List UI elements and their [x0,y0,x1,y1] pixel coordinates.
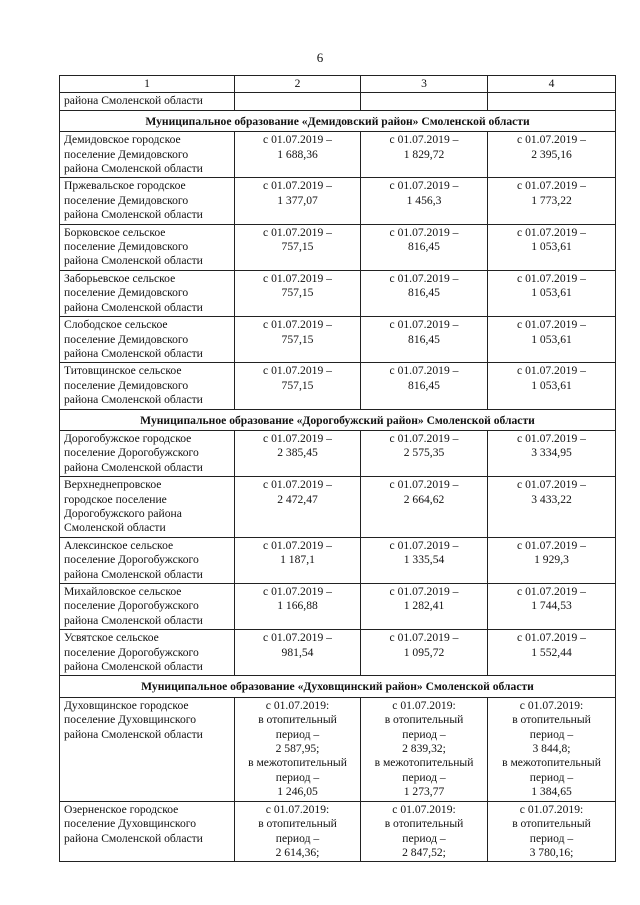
tariff-col-2-line: 757,15 [281,240,314,254]
settlement-name-line: района Смоленской области [64,208,203,222]
tariff-col-4-line: с 01.07.2019 – [517,179,586,193]
tariff-col-4-line: 1 053,61 [531,286,572,300]
settlement-name-line: городское поселение [64,492,167,506]
tariff-col-4-line: с 01.07.2019 – [517,631,586,645]
tariff-col-2-line: с 01.07.2019 – [263,225,332,239]
settlement-name-line: района Смоленской области [64,393,203,407]
settlement-name-line: района Смоленской области [64,300,203,314]
settlement-name-line: Михайловское сельское [64,585,182,598]
settlement-name-line: поселение Духовщинского [64,817,197,831]
settlement-name-line: Слободское сельское [64,318,168,332]
tariff-col-2-line: 1 166,88 [277,599,318,613]
tariff-col-3-line: 1 273,77 [403,785,445,799]
settlement-name-line: поселение Дорогобужского [64,446,199,460]
tariff-col-4 [488,224,616,270]
tariff-col-4 [488,270,616,316]
tariff-col-4-line: в межотопительный [502,756,601,770]
settlement-name [60,584,235,630]
tariff-col-4-line: 3 334,95 [531,446,572,460]
section-title: Муниципальное образование «Демидовский район» Смоленской области [60,110,616,131]
tariff-col-4-line: с 01.07.2019 – [517,318,586,332]
settlement-name [60,270,235,316]
tariff-col-3 [361,630,488,676]
tariff-col-2-line: в отопительный [258,713,337,727]
tariff-col-3-line: 1 456,3 [406,193,442,207]
tariff-col-4 [488,697,616,801]
tariff-col-3-line: с 01.07.2019 – [389,585,459,598]
carry-over-cell-3 [361,93,488,110]
table-row [60,697,616,801]
tariff-col-3-line: 816,45 [408,286,440,300]
table-row [60,178,616,224]
settlement-name-line: района Смоленской области [64,660,203,674]
tariff-col-3-line: с 01.07.2019 – [389,478,459,492]
tariff-col-2-line: 757,15 [281,332,314,346]
settlement-name-line: Верхнеднепровское [64,478,162,492]
tariff-col-2-line: 2 614,36; [275,845,320,859]
settlement-name-line: Демидовское городское [64,133,181,147]
settlement-name-line: поселение Демидовского [64,332,189,346]
tariff-col-3-line: с 01.07.2019 – [389,364,459,378]
tariff-col-3 [361,224,488,270]
tariff-col-3-line: с 01.07.2019 – [389,318,459,332]
tariff-col-3-line: с 01.07.2019 – [389,538,459,552]
tariff-col-4-line: с 01.07.2019 – [517,585,586,598]
tariff-col-4 [488,317,616,363]
settlement-name-line: Пржевальское городское [64,179,186,193]
tariff-col-4 [488,630,616,676]
tariff-col-2 [235,801,361,862]
table-row [60,584,616,630]
settlement-name [60,801,235,862]
tariff-col-4-line: 3 844,8; [532,742,571,756]
settlement-name-line: района Смоленской области [64,254,203,268]
tariff-col-3 [361,584,488,630]
tariff-col-2 [235,132,361,178]
table-row [60,270,616,316]
tariff-col-4-line: с 01.07.2019 – [517,133,586,147]
settlement-name-line: Дорогобужское городское [64,431,192,445]
table-body [60,93,616,862]
settlement-name-line: Усвятское сельское [64,631,159,645]
tariff-col-3-line: с 01.07.2019 – [389,179,459,193]
settlement-name [60,178,235,224]
tariff-col-4-line: 2 395,16 [531,147,572,161]
section-header-row [60,409,616,430]
tariff-col-3 [361,697,488,801]
tariff-col-3-line: 1 282,41 [403,599,445,613]
column-number-1: 1 [60,76,235,93]
tariff-col-2-line: 1 377,07 [277,193,318,207]
table-row [60,363,616,409]
tariff-col-2-line: в межотопительный [248,756,347,770]
settlement-name-line: района Смоленской области [64,567,203,581]
tariff-col-2 [235,430,361,476]
tariff-col-3-line: в межотопительный [374,756,474,770]
tariff-col-2-line: с 01.07.2019 – [263,585,332,598]
column-number-2: 2 [235,76,361,93]
settlement-name [60,430,235,476]
tariff-col-2-line: с 01.07.2019 – [263,179,332,193]
tariff-col-3-line: с 01.07.2019 – [389,431,459,445]
settlement-name-line: поселение Демидовского [64,286,189,300]
settlement-name-line: поселение Демидовского [64,378,189,392]
settlement-name-line: поселение Демидовского [64,240,189,254]
tariff-col-4-line: 3 433,22 [531,492,572,506]
tariff-col-4 [488,801,616,862]
tariff-col-2-line: период – [275,727,320,741]
settlement-name [60,537,235,583]
settlement-name [60,630,235,676]
tariff-col-2-line: 2 385,45 [277,446,318,460]
tariff-col-2 [235,477,361,538]
tariff-col-2-line: с 01.07.2019 – [263,431,332,445]
tariff-col-3 [361,270,488,316]
tariff-col-2-line: с 01.07.2019 – [263,538,332,552]
tariff-col-2-line: 2 472,47 [277,492,318,506]
tariff-col-2 [235,630,361,676]
settlement-name [60,317,235,363]
tariff-col-3 [361,132,488,178]
tariff-col-4 [488,363,616,409]
page-number: 6 [316,50,324,65]
settlement-name-line: района Смоленской области [64,162,203,176]
tariff-col-3-line: с 01.07.2019: [392,802,456,816]
tariff-col-3-line: с 01.07.2019 – [389,271,459,285]
tariff-col-2-line: в отопительный [258,817,337,831]
tariff-col-3-line: 816,45 [408,332,440,346]
tariff-col-2-line: с 01.07.2019: [265,802,330,816]
tariff-col-4-line: с 01.07.2019 – [517,225,586,239]
tariff-col-3-line: в отопительный [384,817,464,831]
tariff-col-2-line: 1 246,05 [277,785,318,799]
tariff-col-4-line: в отопительный [512,817,591,831]
tariff-col-3-line: 816,45 [408,378,440,392]
tariff-col-3-line: с 01.07.2019 – [389,225,459,239]
tariff-col-4-line: с 01.07.2019: [519,802,584,816]
settlement-name-line: поселение Дорогобужского [64,645,199,659]
settlement-name [60,697,235,801]
settlement-name-line: района Смоленской области [64,346,203,360]
tariff-col-4-line: 1 053,61 [531,332,572,346]
tariff-col-2-line: с 01.07.2019 – [263,318,332,332]
settlement-name-line: Дорогобужского района [64,506,182,520]
settlement-name-line: Алексинское сельское [64,538,174,552]
tariff-col-4 [488,430,616,476]
settlement-name-line: поселение Духовщинского [64,713,197,727]
tariff-col-3 [361,317,488,363]
tariff-col-2-line: с 01.07.2019 – [263,631,332,645]
tariff-col-2-line: с 01.07.2019 – [263,364,332,378]
tariff-col-3-line: 1 095,72 [403,645,445,659]
tariff-col-3-line: 2 839,32; [402,742,446,756]
tariff-col-3-line: период – [402,727,446,741]
settlement-name-line: района Смоленской области [64,727,203,741]
settlement-name-line: Заборьевское сельское [64,271,176,285]
tariff-col-4-line: 3 780,16; [529,845,574,859]
tariff-col-4-line: 1 384,65 [531,785,572,799]
carry-over-name: района Смоленской области [60,93,235,110]
tariff-col-2-line: 981,54 [281,645,314,659]
table-row [60,630,616,676]
tariff-col-2-line: с 01.07.2019: [265,698,330,712]
tariff-col-4-line: 1 773,22 [531,193,572,207]
tariff-col-3-line: 2 575,35 [403,446,445,460]
settlement-name [60,477,235,538]
tariff-col-3-line: в отопительный [384,713,464,727]
tariff-col-3-line: с 01.07.2019 – [389,133,459,147]
carry-over-cell-4 [488,93,616,110]
section-header-row [60,110,616,131]
table-row [60,317,616,363]
tariff-col-2-line: 757,15 [281,378,314,392]
tariff-col-3-line: 1 335,54 [403,553,445,567]
tariff-col-3-line: 2 664,62 [403,492,445,506]
settlement-name [60,132,235,178]
tariff-col-3-line: 1 829,72 [403,147,445,161]
tariff-col-4-line: 1 053,61 [531,240,572,254]
tariff-col-4-line: 1 053,61 [531,378,572,392]
tariff-col-4-line: 1 929,3 [534,553,569,567]
section-header-row [60,676,616,697]
tariff-col-2 [235,178,361,224]
table-row [60,224,616,270]
tariff-col-2 [235,317,361,363]
tariff-col-3 [361,363,488,409]
tariff-col-2 [235,584,361,630]
tariff-col-3 [361,178,488,224]
tariff-col-2-line: 757,15 [281,286,314,300]
tariff-col-2-line: период – [275,770,320,784]
section-title: Муниципальное образование «Дорогобужский район» Смоленской области [60,409,616,430]
settlement-name-line: Смоленской области [64,521,166,535]
tariff-col-4 [488,584,616,630]
settlement-name-line: Озерненское городское [64,802,179,816]
table-row [60,537,616,583]
settlement-name-line: поселение Дорогобужского [64,553,199,567]
tariff-col-2 [235,537,361,583]
carry-over-row [60,93,616,110]
table-row [60,477,616,538]
tariff-col-2 [235,363,361,409]
tariff-col-4-line: с 01.07.2019: [519,698,584,712]
tariff-col-3-line: период – [402,770,446,784]
tariff-col-4 [488,537,616,583]
tariff-col-4-line: с 01.07.2019 – [517,538,586,552]
tariff-col-2-line: с 01.07.2019 – [263,133,332,147]
tariff-col-3-line: с 01.07.2019: [392,698,456,712]
tariff-col-3 [361,801,488,862]
settlement-name-line: района Смоленской области [64,460,203,474]
tariff-col-4-line: период – [529,831,574,845]
settlement-name-line: поселение Демидовского [64,193,189,207]
table-row [60,430,616,476]
tariff-col-3 [361,477,488,538]
tariff-col-4 [488,477,616,538]
tariff-col-4-line: период – [529,770,574,784]
tariff-col-2-line: период – [275,831,320,845]
tariff-col-3-line: 816,45 [408,240,440,254]
tariff-col-4-line: в отопительный [512,713,591,727]
tariff-col-4-line: с 01.07.2019 – [517,478,586,492]
section-title: Муниципальное образование «Духовщинский район» Смоленской области [60,676,616,697]
tariff-col-4-line: с 01.07.2019 – [517,271,586,285]
settlement-name-line: района Смоленской области [64,613,203,627]
tariff-col-2 [235,224,361,270]
tariff-col-4 [488,132,616,178]
tariff-col-2-line: 2 587,95; [275,742,320,756]
column-number-row [60,76,616,93]
table-row [60,132,616,178]
tariff-col-4 [488,178,616,224]
tariff-col-4-line: период – [529,727,574,741]
tariff-col-3-line: с 01.07.2019 – [389,631,459,645]
tariff-table [59,75,616,862]
settlement-name-line: поселение Дорогобужского [64,599,199,613]
settlement-name-line: района Смоленской области [64,831,203,845]
tariff-col-4-line: 1 552,44 [531,645,572,659]
settlement-name-line: Духовщинское городское [64,698,189,712]
tariff-col-2 [235,270,361,316]
settlement-name [60,224,235,270]
tariff-col-3 [361,430,488,476]
settlement-name-line: Титовщинское сельское [64,364,182,378]
tariff-col-2-line: 1 688,36 [277,147,318,161]
tariff-col-3 [361,537,488,583]
tariff-col-4-line: с 01.07.2019 – [517,364,586,378]
settlement-name [60,363,235,409]
tariff-col-2-line: 1 187,1 [280,553,315,567]
tariff-col-3-line: период – [402,831,446,845]
settlement-name-line: Борковское сельское [64,225,166,239]
tariff-col-2-line: с 01.07.2019 – [263,271,332,285]
column-number-4: 4 [488,76,616,93]
tariff-col-4-line: с 01.07.2019 – [517,431,586,445]
tariff-col-2-line: с 01.07.2019 – [263,478,332,492]
settlement-name-line: поселение Демидовского [64,147,189,161]
tariff-col-4-line: 1 744,53 [531,599,572,613]
tariff-col-2 [235,697,361,801]
column-number-3: 3 [361,76,488,93]
table-row [60,801,616,862]
tariff-col-3-line: 2 847,52; [402,845,446,859]
carry-over-cell-2 [235,93,361,110]
